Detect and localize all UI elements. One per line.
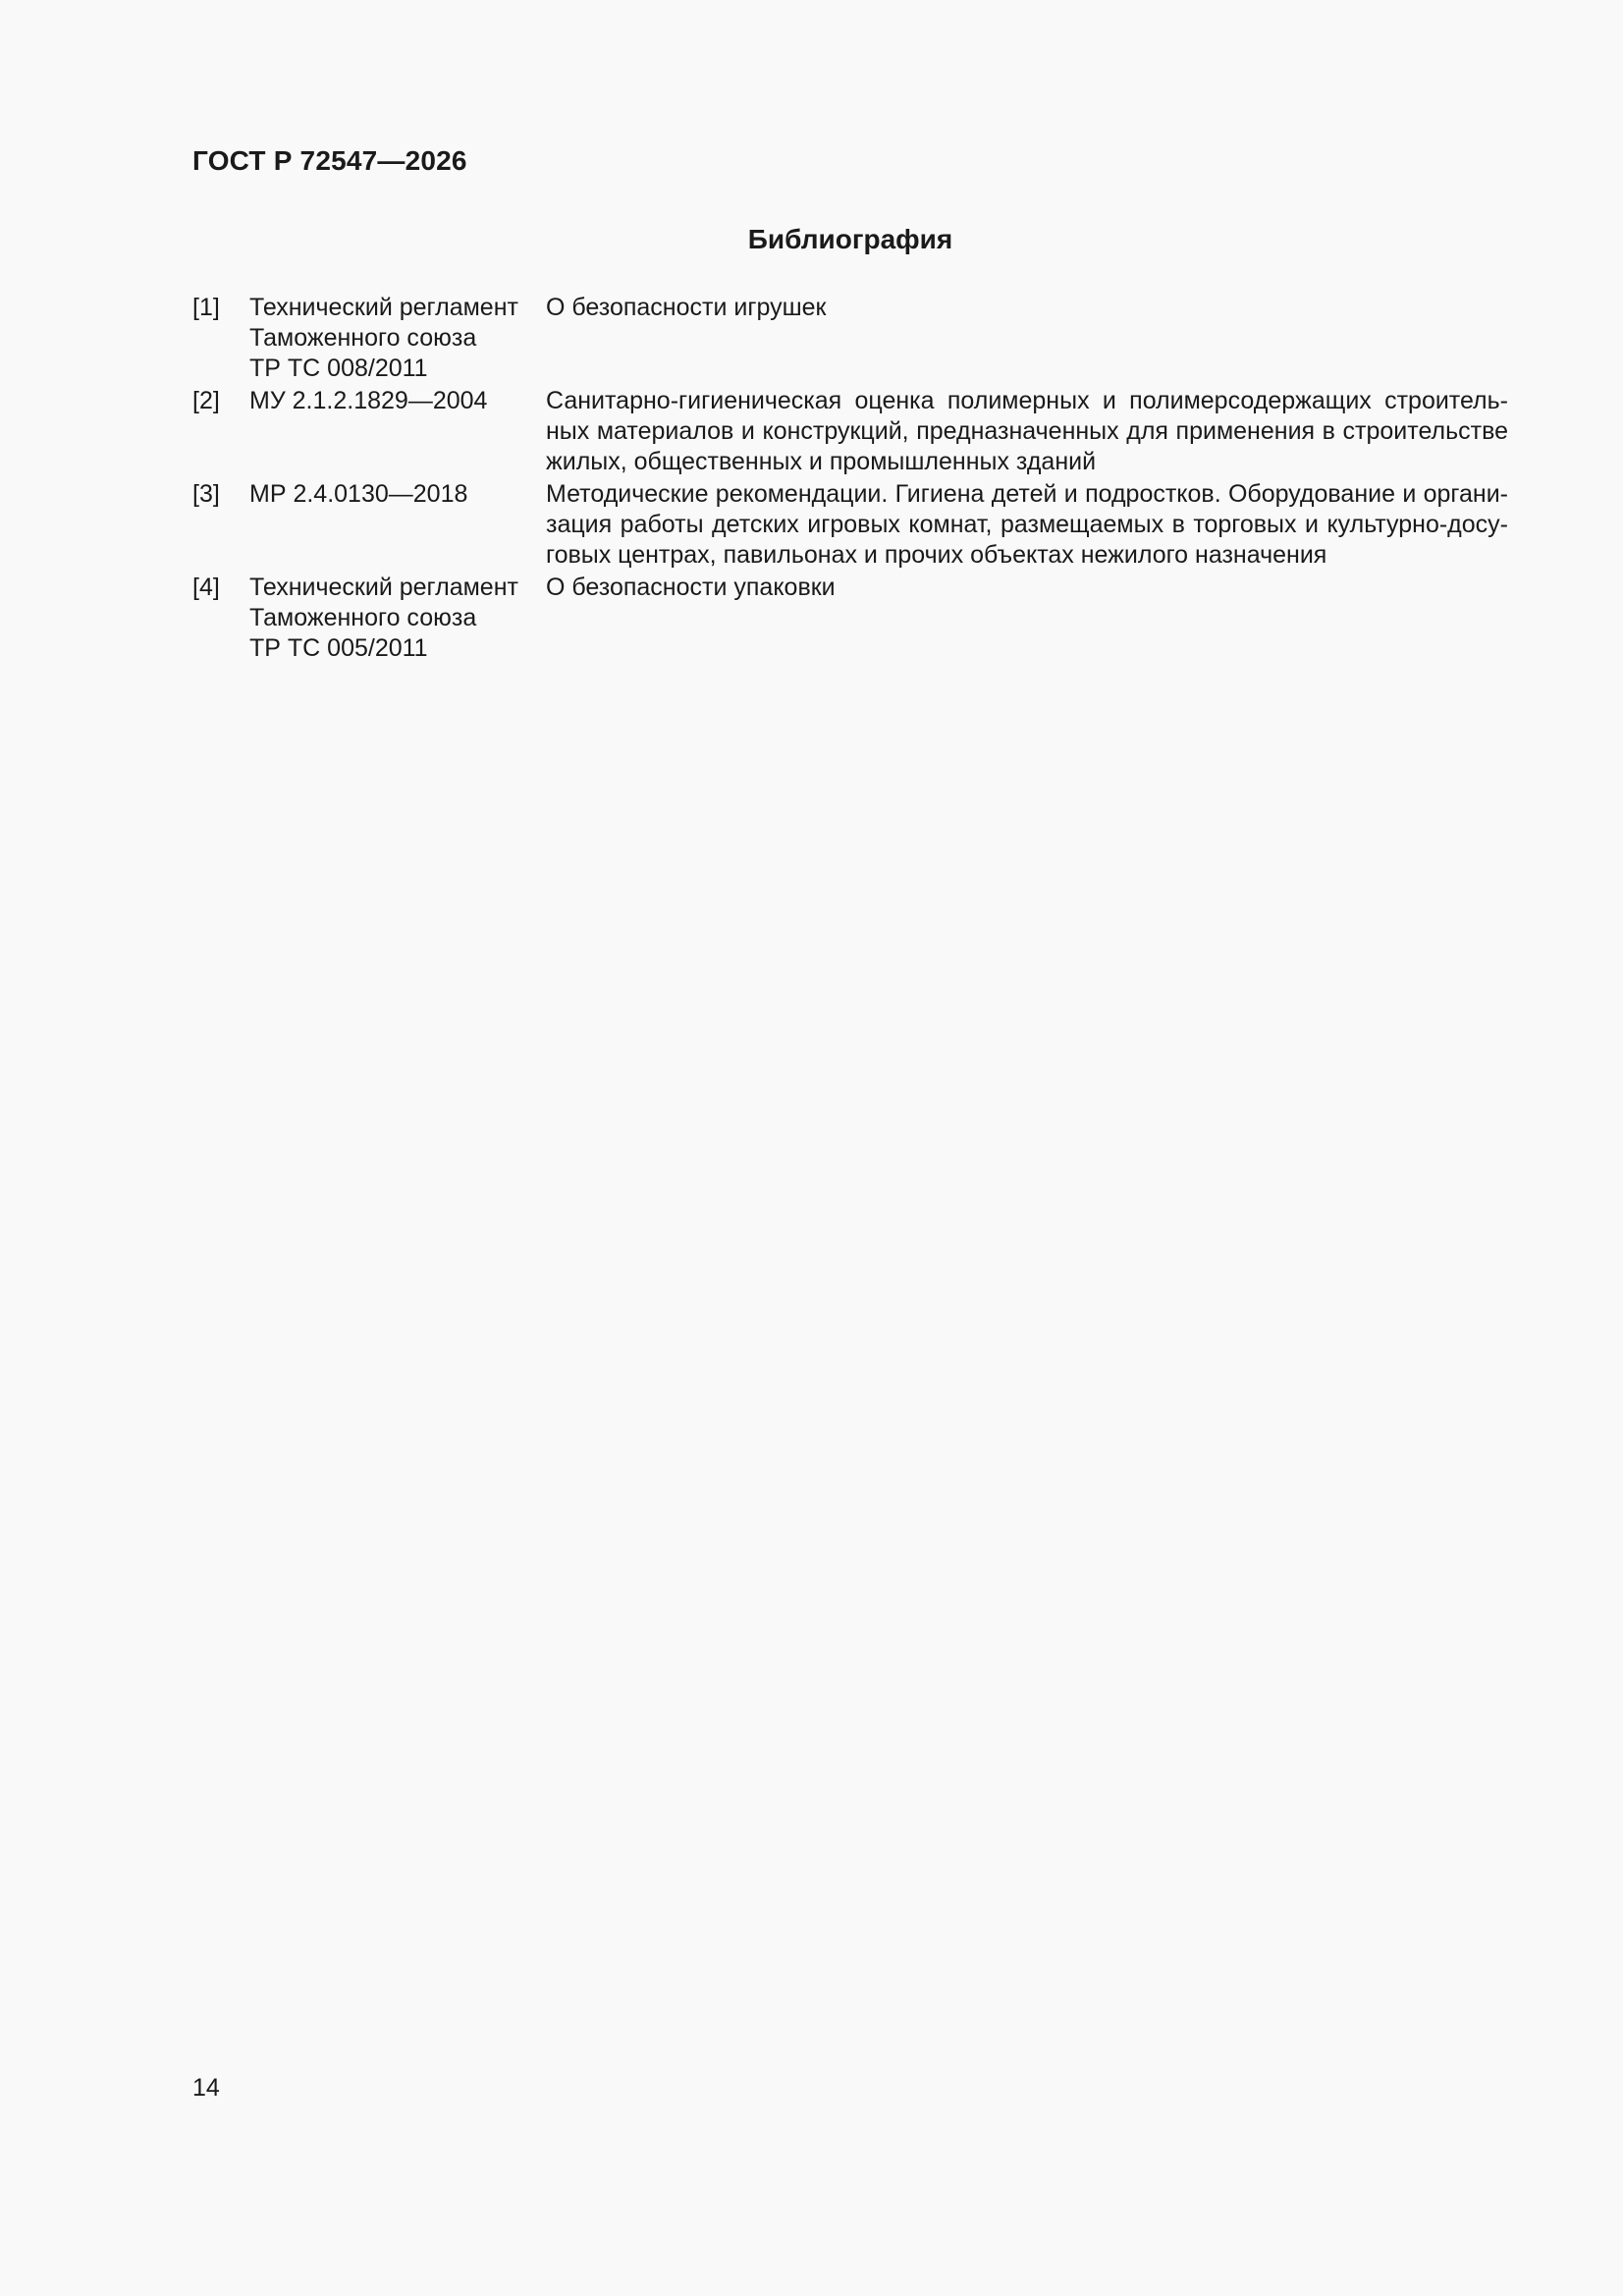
bibliography-entry <box>192 573 1508 664</box>
bibliography-entry <box>192 479 1508 573</box>
entry-reference <box>249 293 546 386</box>
entry-number: [3] <box>192 480 220 508</box>
entry-title: О безопасности упаковки <box>546 574 836 601</box>
entry-number: [1] <box>192 294 220 321</box>
document-code: ГОСТ Р 72547—2026 <box>192 145 467 176</box>
entry-number: [2] <box>192 387 220 414</box>
section-title: Библиография <box>747 224 953 254</box>
entry-title: Методические рекомендации. Гигиена детей и подростков. Оборудование и организация работы детских игровых комнат, размещаемых в торговых и культурно-досуговых центрах, павильонах и прочих объектах нежилого назначения <box>546 480 1508 569</box>
bibliography-entry <box>192 386 1508 479</box>
bibliography-table <box>192 293 1508 664</box>
reference-line: ТР ТС 005/2011 <box>249 634 428 662</box>
reference-line: Таможенного союза <box>249 604 477 631</box>
bibliography-entry <box>192 293 1508 386</box>
reference-line: Технический регламент <box>249 574 518 601</box>
entry-reference <box>249 479 546 573</box>
entry-reference <box>249 386 546 479</box>
reference-line: МУ 2.1.2.1829—2004 <box>249 387 488 414</box>
reference-line: МР 2.4.0130—2018 <box>249 480 468 508</box>
entry-reference <box>249 573 546 664</box>
entry-title: О безопасности игрушек <box>546 294 827 321</box>
reference-line: Таможенного союза <box>249 324 477 352</box>
reference-line: Технический регламент <box>249 294 518 321</box>
page-number: 14 <box>192 2074 220 2102</box>
reference-line: ТР ТС 008/2011 <box>249 355 428 382</box>
entry-title: Санитарно-гигиеническая оценка полимерных и полимерсодержащих строительных материалов и конструкций, предназначенных для применения в строительстве жилых, общественных и промышленных зданий <box>546 387 1508 475</box>
entry-number: [4] <box>192 574 220 601</box>
